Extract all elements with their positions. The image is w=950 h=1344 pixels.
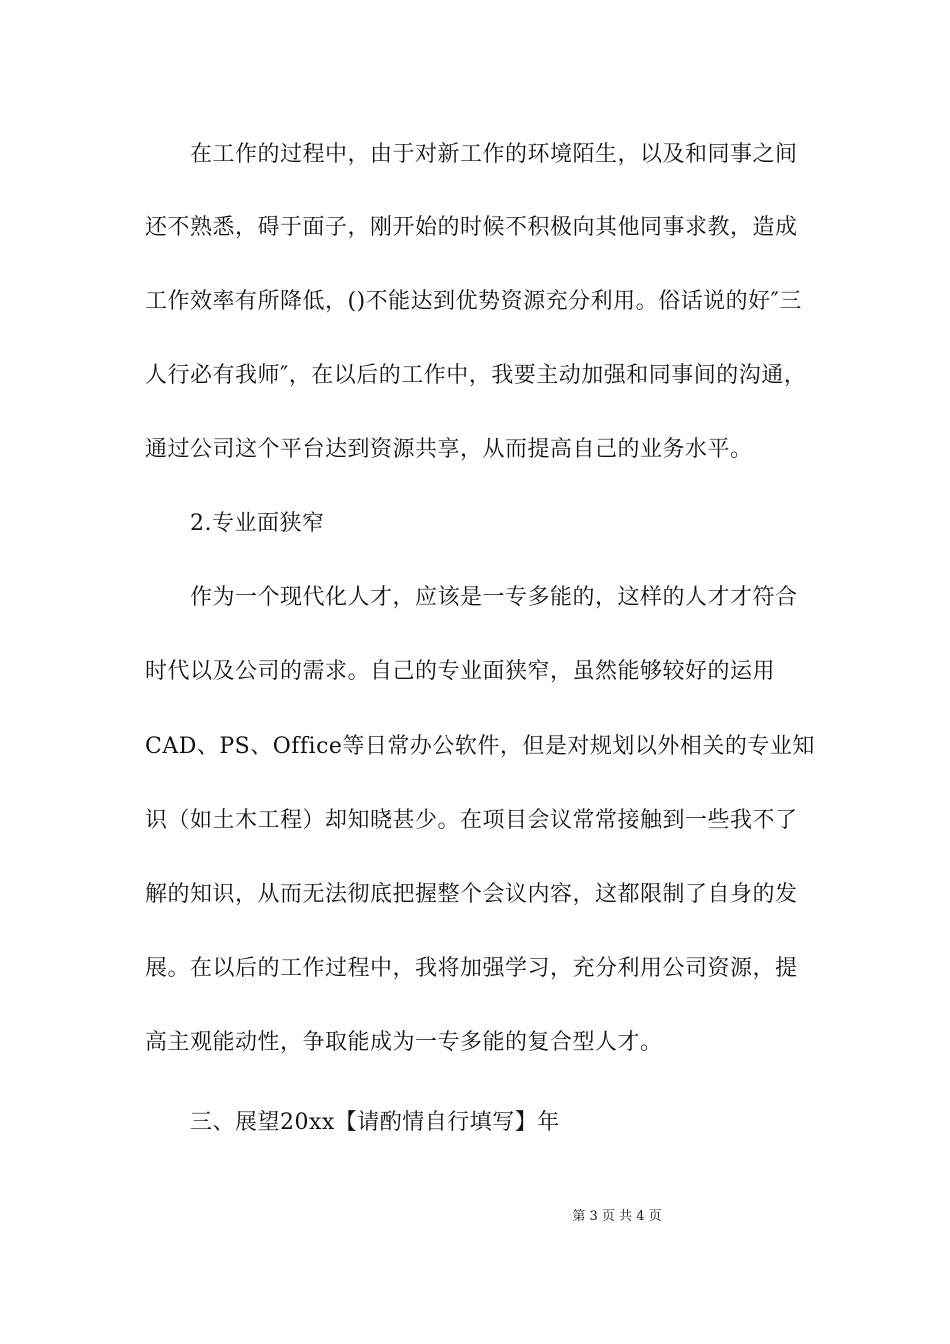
paragraph-line: 解的知识，从而无法彻底把握整个会议内容，这都限制了自身的发 bbox=[145, 882, 798, 907]
paragraph-line: 高主观能动性，争取能成为一专多能的复合型人才。 bbox=[145, 1030, 663, 1055]
page-number: 第 3 页 共 4 页 bbox=[572, 1209, 662, 1224]
section-heading: 2.专业面狭窄 bbox=[190, 511, 325, 536]
paragraph-line: 人行必有我师″，在以后的工作中，我要主动加强和同事间的沟通， bbox=[145, 363, 807, 388]
paragraph-line: 时代以及公司的需求。自己的专业面狭窄，虽然能够较好的运用 bbox=[145, 659, 776, 684]
paragraph-line: 通过公司这个平台达到资源共享，从而提高自己的业务水平。 bbox=[145, 437, 753, 462]
paragraph-line: 识（如土木工程）却知晓甚少。在项目会议常常接触到一些我不了 bbox=[145, 808, 798, 833]
paragraph-line: 工作效率有所降低，()不能达到优势资源充分利用。俗话说的好″三 bbox=[145, 289, 802, 314]
paragraph-line: 还不熟悉，碍于面子，刚开始的时候不积极向其他同事求教，造成 bbox=[145, 215, 798, 240]
paragraph-line: 展。在以后的工作过程中，我将加强学习，充分利用公司资源，提 bbox=[145, 956, 798, 981]
paragraph-line: 在工作的过程中，由于对新工作的环境陌生，以及和同事之间 bbox=[190, 142, 798, 167]
section-heading: 三、展望20xx【请酌情自行填写】年 bbox=[190, 1110, 560, 1135]
paragraph-line: 作为一个现代化人才，应该是一专多能的，这样的人才才符合 bbox=[190, 585, 798, 610]
paragraph-line: CAD、PS、Office等日常办公软件，但是对规划以外相关的专业知 bbox=[145, 734, 815, 759]
